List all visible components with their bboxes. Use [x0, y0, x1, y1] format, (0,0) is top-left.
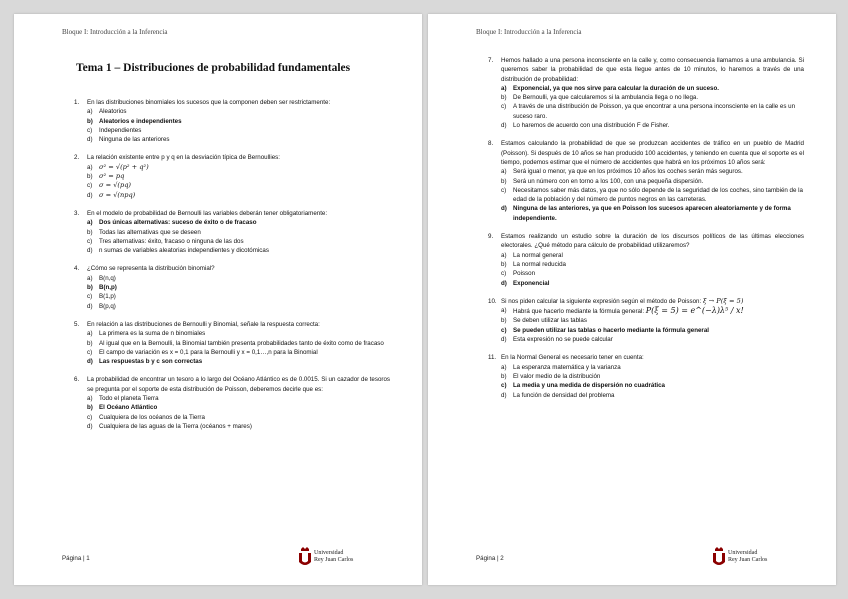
option-letter: b) — [87, 404, 93, 412]
option-text: De Bernoulli, ya que calcularemos si la ambulancia llega o no llega. — [513, 94, 699, 102]
option-b — [501, 316, 804, 325]
option-b — [87, 172, 390, 181]
page-header: Bloque I: Introducción a la Inferencia — [62, 28, 168, 36]
question-list — [74, 98, 390, 440]
option-formula: σ = √(pq) — [99, 181, 132, 190]
option-c — [501, 326, 804, 335]
option-a — [501, 306, 804, 316]
question-3 — [74, 209, 390, 255]
option-c — [87, 126, 390, 135]
option-letter: a) — [87, 163, 93, 171]
option-a — [87, 107, 390, 116]
option-d — [87, 135, 390, 144]
option-text: Será un número con en torno a los 100, con una pequeña dispersión. — [513, 177, 704, 185]
option-b — [501, 260, 804, 269]
question-9 — [488, 232, 804, 288]
option-a — [87, 218, 390, 227]
question-4 — [74, 264, 390, 310]
option-c — [87, 237, 390, 246]
option-b — [501, 372, 804, 381]
option-letter: b) — [87, 284, 93, 292]
question-text-wrapper — [501, 297, 804, 306]
question-number: 4. — [74, 265, 80, 273]
option-d — [501, 204, 804, 223]
option-letter: a) — [87, 108, 93, 116]
option-text: Se deben utilizar las tablas — [513, 317, 587, 325]
option-text: Exponencial — [513, 279, 550, 287]
option-c — [87, 292, 390, 301]
option-c — [501, 186, 804, 205]
page-footer: Página | 1 — [62, 555, 90, 562]
page-2 — [428, 14, 836, 585]
option-a — [501, 84, 804, 93]
option-letter: d) — [501, 336, 507, 344]
option-text: Será igual o menor, ya que en los próximos 10 años los coches serán más seguros. — [513, 168, 743, 176]
question-5 — [74, 320, 390, 366]
page-header: Bloque I: Introducción a la Inferencia — [476, 28, 582, 36]
option-letter: b) — [501, 372, 507, 380]
option-text: El valor medio de la distribución — [513, 372, 601, 380]
option-text: Cualquiera de las aguas de la Tierra (océanos + mares) — [99, 422, 252, 430]
option-text: Aleatorios — [99, 108, 127, 116]
option-c — [87, 348, 390, 357]
question-number: 8. — [488, 140, 494, 148]
option-letter: b) — [501, 94, 507, 102]
option-c — [87, 413, 390, 422]
question-7 — [488, 56, 804, 130]
question-text: Estamos calculando la probabilidad de que se produzcan accidentes de tráfico en un pueblo de Madrid (Poisson). Si después de 10 años se han producido 100 accidentes, y teniendo en cuenta que el soporte es el tiempo, podemos estimar que el número de accidentes que habrá en los próximos 10 años será: — [501, 140, 804, 166]
option-letter: c) — [501, 186, 507, 194]
university-logo — [712, 547, 767, 567]
option-text-wrapper — [513, 306, 804, 316]
option-d — [501, 335, 804, 344]
option-letter: a) — [501, 168, 507, 176]
option-letter: a) — [501, 84, 507, 92]
option-text: Dos únicas alternativas: suceso de éxito o de fracaso — [99, 219, 257, 227]
question-text: En las distribuciones binomiales los sucesos que la componen deben ser restrictamente: — [87, 99, 331, 106]
option-d — [87, 246, 390, 255]
question-1 — [74, 98, 390, 144]
option-b — [501, 177, 804, 186]
option-letter: c) — [501, 270, 507, 278]
option-letter: d) — [87, 247, 93, 255]
option-text: Ninguna de las anteriores — [99, 136, 170, 144]
page-footer: Página | 2 — [476, 555, 504, 562]
option-letter: b) — [87, 339, 93, 347]
option-letter: b) — [87, 117, 93, 125]
option-letter: a) — [501, 363, 507, 371]
question-text: La relación existente entre p y q en la desviación típica de Bernoullies: — [87, 154, 280, 162]
question-text: Hemos hallado a una persona inconsciente en la calle y, como consecuencia llamamos a una ambulancia. Si queremos saber la probabilidad de que esta llegue antes de 10 minutos, lo haremos a través de una distribución de probabilidad: — [501, 57, 804, 83]
question-number: 3. — [74, 209, 80, 217]
crown-u-icon — [712, 547, 726, 567]
option-text: El campo de variación es x = 0,1 para la Bernoulli y x = 0,1…,n para la Binomial — [99, 348, 318, 356]
option-text: Ninguna de las anteriores, ya que en Poisson los sucesos aparecen aleatoriamente y de forma independiente. — [513, 205, 791, 222]
question-number: 10. — [488, 297, 497, 305]
option-b — [87, 228, 390, 237]
option-c — [87, 181, 390, 190]
option-letter: c) — [501, 326, 507, 334]
option-text: B(p,q) — [99, 302, 116, 310]
question-number: 6. — [74, 376, 80, 384]
question-text: En relación a las distribuciones de Bernoulli y Binomial, señale la respuesta correcta: — [87, 320, 320, 328]
option-text: B(1,p) — [99, 293, 116, 301]
question-8 — [488, 139, 804, 223]
question-number: 11. — [488, 354, 497, 362]
question-text: La probabilidad de encontrar un tesoro a lo largo del Océano Atlántico es de 0.0015. Si un cazador de tesoros se pregunta por el soporte de esta distribución de Poisson, deberemos decirle que es: — [87, 376, 390, 393]
question-text: Si nos piden calcular la siguiente expresión según el método de Poisson: — [501, 297, 702, 305]
option-d — [501, 391, 804, 400]
option-text: Al igual que en la Bernoulli, la Binomial también presenta probabilidades tanto de éxito como de fracaso — [99, 339, 384, 347]
option-text: Independientes — [99, 126, 142, 134]
option-c — [501, 102, 804, 121]
option-text: Tres alternativas: éxito, fracaso o ninguna de las dos — [99, 237, 244, 245]
option-text: La media y una medida de dispersión no cuadrática — [513, 382, 665, 390]
option-d — [87, 302, 390, 311]
option-a — [87, 274, 390, 283]
page-1 — [14, 14, 422, 585]
option-text: n sumas de variables aleatorias independientes y dicotómicas — [99, 247, 269, 255]
option-letter: d) — [87, 191, 93, 199]
option-letter: d) — [87, 302, 93, 310]
option-text: La normal general — [513, 251, 563, 259]
option-a — [87, 394, 390, 403]
question-text: En la Normal General es necesario tener en cuenta: — [501, 354, 644, 362]
option-letter: d) — [501, 205, 507, 213]
option-letter: a) — [87, 395, 93, 403]
option-letter: b) — [87, 228, 93, 236]
option-d — [87, 422, 390, 431]
option-formula: P(ξ = 5) = e^(−λ)λ⁵ / x! — [645, 306, 744, 316]
question-text: ¿Cómo se representa la distribución binomial? — [87, 265, 215, 273]
option-formula: σ² = pq — [99, 172, 125, 181]
option-letter: d) — [501, 279, 507, 287]
option-letter: c) — [501, 382, 507, 390]
option-text: Las respuestas b y c son correctas — [99, 358, 203, 366]
option-letter: d) — [501, 122, 507, 130]
option-c — [501, 381, 804, 390]
university-logo — [298, 547, 353, 567]
option-letter: c) — [501, 103, 507, 111]
crown-u-icon — [298, 547, 312, 567]
option-text: La primera es la suma de n binomiales — [99, 330, 206, 338]
option-letter: b) — [87, 173, 93, 181]
option-letter: d) — [87, 136, 93, 144]
option-letter: c) — [87, 293, 93, 301]
option-b — [87, 403, 390, 412]
option-letter: c) — [87, 126, 93, 134]
logo-line-1: Universidad — [728, 550, 758, 556]
option-letter: d) — [501, 391, 507, 399]
option-text: Habrá que hacerlo mediante la fórmula general: — [513, 308, 645, 316]
option-letter: a) — [501, 307, 507, 315]
question-6 — [74, 375, 390, 431]
option-text: A través de una distribución de Poisson, ya que encontrar a una persona inconsciente en la calle es un suceso raro. — [513, 103, 796, 120]
option-b — [501, 93, 804, 102]
logo-line-2: Rey Juan Carlos — [728, 557, 768, 563]
option-formula: σ = √(npq) — [99, 190, 136, 199]
page-title: Tema 1 – Distribuciones de probabilidad fundamentales — [76, 62, 351, 74]
option-a — [87, 329, 390, 338]
option-letter: b) — [501, 317, 507, 325]
option-a — [87, 163, 390, 172]
option-a — [501, 167, 804, 176]
option-letter: d) — [87, 422, 93, 430]
option-letter: a) — [87, 330, 93, 338]
option-letter: c) — [87, 348, 93, 356]
option-text: Cualquiera de los océanos de la Tierra — [99, 413, 205, 421]
option-letter: a) — [501, 251, 507, 259]
option-text: La normal reducida — [513, 260, 566, 268]
option-a — [501, 251, 804, 260]
question-list — [488, 56, 804, 409]
question-expression: ξ → P(ξ = 5) — [702, 296, 744, 305]
question-10 — [488, 297, 804, 344]
logo-line-1: Universidad — [314, 550, 344, 556]
option-text: La esperanza matemática y la varianza — [513, 363, 621, 371]
option-d — [87, 357, 390, 366]
question-text: En el modelo de probabilidad de Bernoulli las variables deberán tener obligatoriamente: — [87, 209, 328, 217]
option-text: Exponencial, ya que nos sirve para calcular la duración de un suceso. — [513, 84, 719, 92]
option-letter: b) — [501, 177, 507, 185]
option-a — [501, 363, 804, 372]
question-11 — [488, 353, 804, 399]
option-d — [501, 121, 804, 130]
option-letter: c) — [87, 413, 93, 421]
question-number: 2. — [74, 154, 80, 162]
question-number: 7. — [488, 57, 494, 64]
option-letter: b) — [501, 260, 507, 268]
option-letter: a) — [87, 274, 93, 282]
option-text: Lo haremos de acuerdo con una distribución F de Fisher. — [513, 122, 670, 130]
option-text: Necesitamos saber más datos, ya que no sólo depende de la seguridad de los coches, sino también de la edad de la población y del número de puntos negros en las carreteras. — [513, 186, 803, 204]
option-b — [87, 339, 390, 348]
option-letter: c) — [87, 182, 93, 190]
question-2 — [74, 153, 390, 199]
option-b — [87, 117, 390, 126]
question-number: 9. — [488, 233, 494, 241]
option-letter: c) — [87, 237, 93, 245]
logo-line-2: Rey Juan Carlos — [314, 557, 354, 563]
question-number: 1. — [74, 99, 80, 106]
question-number: 5. — [74, 320, 80, 328]
option-text: La función de densidad del problema — [513, 391, 615, 399]
option-text: Se pueden utilizar las tablas o hacerlo mediante la fórmula general — [513, 326, 709, 334]
option-letter: d) — [87, 358, 93, 366]
option-text: Todo el planeta Tierra — [99, 395, 159, 403]
option-c — [501, 269, 804, 278]
option-d — [501, 279, 804, 288]
option-d — [87, 191, 390, 200]
option-formula: σ² = √(p² + q²) — [99, 162, 149, 171]
option-text: Poisson — [513, 270, 536, 278]
option-b — [87, 283, 390, 292]
option-letter: a) — [87, 219, 93, 227]
option-text: Esta expresión no se puede calcular — [513, 336, 613, 344]
question-text: Estamos realizando un estudio sobre la duración de los discursos políticos de las últimas elecciones electorales. ¿Qué método para cálculo de probabilidad utilizaremos? — [501, 233, 804, 250]
option-text: El Océano Atlántico — [99, 404, 158, 412]
option-text: B(n,q) — [99, 274, 116, 282]
option-text: B(n,p) — [99, 284, 117, 292]
option-text: Todas las alternativas que se deseen — [99, 228, 201, 236]
option-text: Aleatorios e independientes — [99, 117, 182, 125]
